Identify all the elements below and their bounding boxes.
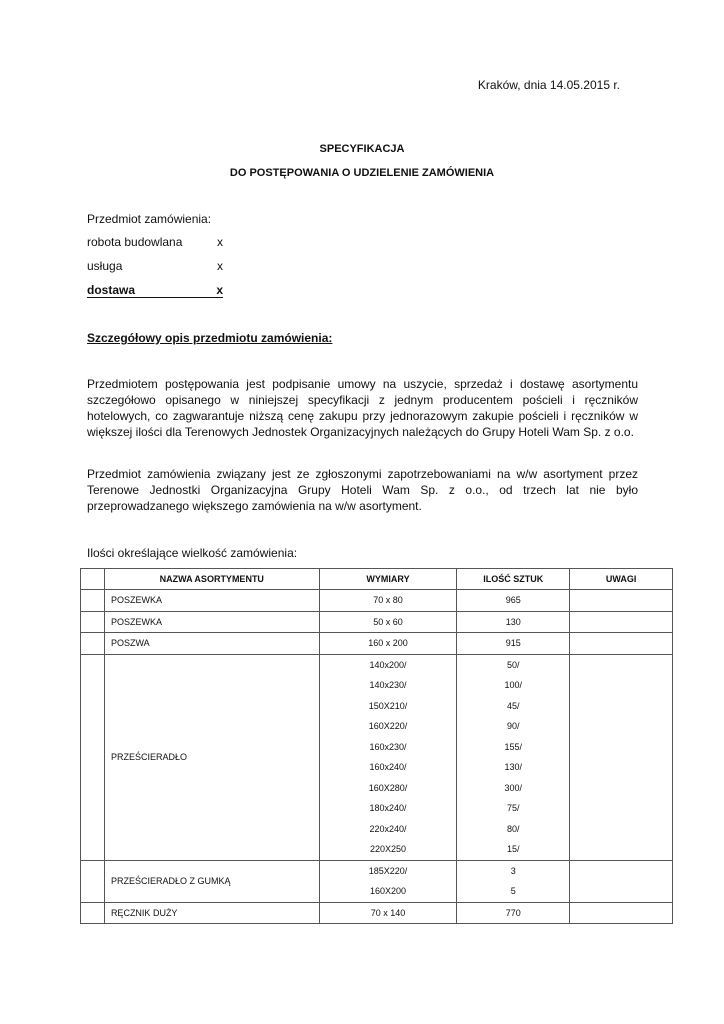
qty-value: 155/	[504, 741, 523, 752]
index-cell	[81, 633, 105, 655]
qty-cell	[457, 860, 570, 902]
subject-option	[87, 259, 223, 273]
dims-value: 220x240/	[369, 823, 407, 834]
subject-label: Przedmiot zamówienia:	[87, 212, 212, 226]
quantities-label: Ilości określające wielkość zamówienia:	[87, 546, 298, 560]
option-label: dostawa	[87, 283, 136, 297]
dims-value: 70 x 80	[373, 595, 403, 605]
date-line: Kraków, dnia 14.05.2015 r.	[477, 78, 620, 92]
index-cell	[81, 902, 105, 924]
dims-value: 150X210/	[368, 700, 408, 711]
table-row	[81, 654, 673, 860]
index-cell	[81, 611, 105, 633]
dims-value: 160 x 200	[368, 638, 408, 648]
qty-value: 3	[510, 865, 516, 876]
dims-value: 160X200	[369, 886, 407, 896]
detail-heading: Szczegółowy opis przedmiotu zamówienia:	[87, 331, 333, 345]
dims-value: 185X220/	[368, 865, 408, 876]
index-cell	[81, 654, 105, 860]
qty-header: ILOŚĆ SZTUK	[457, 569, 570, 590]
option-label: usługa	[87, 259, 123, 273]
notes-cell	[570, 654, 673, 860]
option-mark: x	[216, 283, 223, 297]
dims-cell	[319, 611, 457, 633]
index-cell	[81, 860, 105, 902]
notes-cell	[570, 902, 673, 924]
qty-value: 300/	[504, 782, 523, 793]
doc-subtitle: DO POSTĘPOWANIA O UDZIELENIE ZAMÓWIENIA	[229, 167, 495, 179]
qty-value: 130/	[504, 762, 523, 772]
qty-value: 15/	[507, 844, 520, 854]
notes-cell	[570, 633, 673, 655]
qty-value: 5	[510, 886, 516, 896]
notes-cell	[570, 611, 673, 633]
order-table	[80, 568, 673, 924]
qty-value: 50/	[507, 659, 520, 670]
paragraph-1: Przedmiotem postępowania jest podpisanie umowy na uszycie, sprzedaż i dostawę asortymentu szczegółowo opisanego w niniejszej specyfikacji z jednym producentem pościeli i ręczników hotelowych, co zagwarantuje niższą cenę zakupu przy jednorazowym zakupie pościeli i ręczników w większej ilości dla Terenowych Jednostek Organizacyjnych należących do Grupy Hoteli Wam Sp. z o.o.	[87, 377, 638, 439]
index-header	[81, 569, 105, 590]
table-row	[81, 902, 673, 924]
qty-cell	[457, 633, 570, 655]
doc-title: SPECYFIKACJA	[319, 143, 405, 155]
dims-value: 220X250	[369, 844, 407, 854]
table-header-row	[81, 569, 673, 590]
name-cell: PRZEŚCIERADŁO Z GUMKĄ	[104, 860, 319, 902]
name-cell: POSZEWKA	[104, 611, 319, 633]
table-row	[81, 590, 673, 612]
subject-option	[87, 235, 223, 249]
qty-value: 90/	[507, 721, 520, 731]
dims-cell	[319, 654, 457, 860]
subject-option-selected	[87, 283, 223, 298]
qty-value: 915	[505, 638, 521, 648]
dims-value: 180x240/	[369, 803, 407, 813]
qty-value: 80/	[507, 823, 520, 834]
name-cell: PRZEŚCIERADŁO	[104, 654, 319, 860]
table-row	[81, 611, 673, 633]
notes-header: UWAGI	[570, 569, 673, 590]
name-header: NAZWA ASORTYMENTU	[104, 569, 319, 590]
notes-cell	[570, 590, 673, 612]
qty-value: 100/	[504, 680, 523, 690]
dims-value: 140x200/	[369, 659, 407, 670]
qty-value: 130	[505, 616, 521, 627]
qty-cell	[457, 611, 570, 633]
qty-cell	[457, 902, 570, 924]
qty-cell	[457, 654, 570, 860]
table-row	[81, 633, 673, 655]
dims-value: 50 x 60	[373, 616, 403, 627]
dims-cell	[319, 590, 457, 612]
notes-cell	[570, 860, 673, 902]
qty-value: 965	[505, 595, 521, 605]
dims-cell	[319, 633, 457, 655]
dims-value: 160x230/	[369, 741, 407, 752]
option-mark: x	[217, 235, 223, 249]
dims-cell	[319, 902, 457, 924]
table-row	[81, 860, 673, 902]
name-cell: POSZWA	[104, 633, 319, 655]
qty-value: 45/	[507, 700, 520, 711]
dims-value: 140x230/	[369, 680, 407, 690]
qty-cell	[457, 590, 570, 612]
qty-value: 770	[505, 907, 521, 918]
dims-value: 160x240/	[369, 762, 407, 772]
option-label: robota budowlana	[87, 235, 183, 249]
dims-value: 160X280/	[368, 782, 408, 793]
dims-cell	[319, 860, 457, 902]
dims-header: WYMIARY	[319, 569, 457, 590]
name-cell: RĘCZNIK DUŻY	[104, 902, 319, 924]
option-mark: x	[217, 259, 223, 273]
dims-value: 160X220/	[368, 721, 408, 731]
qty-value: 75/	[507, 803, 520, 813]
paragraph-2: Przedmiot zamówienia związany jest ze zgłoszonymi zapotrzebowaniami na w/w asortyment przez Terenowe Jednostki Organizacyjna Grupy Hoteli Wam Sp. z o.o., od trzech lat nie było przeprowadzanego większego zamówienia na w/w asortyment.	[87, 467, 638, 513]
index-cell	[81, 590, 105, 612]
dims-value: 70 x 140	[370, 907, 406, 918]
name-cell: POSZEWKA	[104, 590, 319, 612]
